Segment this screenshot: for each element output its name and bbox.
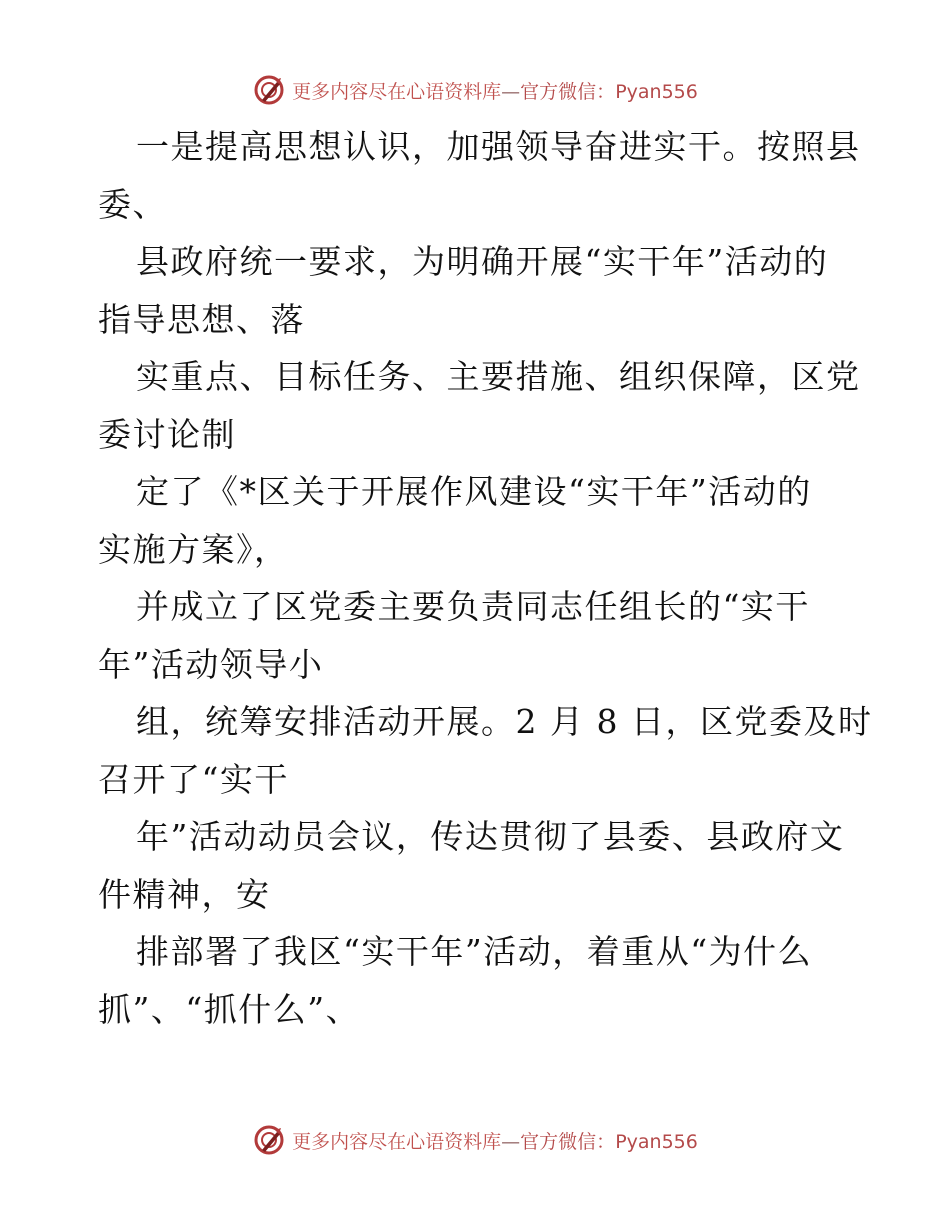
paragraph-line: 排部署了我区“实干年”活动，着重从“为什么 <box>136 932 813 971</box>
header-banner <box>0 70 950 110</box>
footer-contact-label: 官方微信： <box>520 1130 616 1153</box>
paragraph-line: 抓”、“抓什么”、 <box>98 989 361 1029</box>
paragraph-line: 一是提高思想认识，加强领导奋进实干。按照县 <box>136 127 861 166</box>
header-brand: 更多内容尽在心语资料库 <box>292 80 502 103</box>
paragraph-line: 实施方案》， <box>98 529 289 569</box>
paragraph-line: 实重点、目标任务、主要措施、组织保障，区党 <box>136 357 861 396</box>
paragraph-line: 件精神，安 <box>98 874 271 914</box>
footer-separator: — <box>501 1130 521 1153</box>
document-body <box>98 118 873 1038</box>
paragraph-line: 并成立了区党委主要负责同志任组长的“实干 <box>136 587 810 626</box>
footer-banner <box>0 1120 950 1160</box>
paragraph-line: 委、 <box>98 184 167 224</box>
paragraph-line: 县政府统一要求，为明确开展“实干年”活动的 <box>136 242 829 281</box>
seal-logo-icon <box>252 1123 286 1157</box>
header-text <box>292 77 698 104</box>
seal-logo-icon <box>252 73 286 107</box>
paragraph-line: 召开了“实干 <box>98 759 289 799</box>
header-contact-label: 官方微信： <box>520 80 616 103</box>
paragraph-line: 指导思想、落 <box>98 299 305 339</box>
footer-text <box>292 1127 698 1154</box>
paragraph-line: 组，统筹安排活动开展。2 月 8 日，区党委及时 <box>136 702 873 741</box>
header-separator: — <box>501 80 521 103</box>
paragraph-line: 年”活动动员会议，传达贯彻了县委、县政府文 <box>136 817 845 856</box>
paragraph-line: 定了《*区关于开展作风建设“实干年”活动的 <box>136 472 812 511</box>
paragraph-line: 委讨论制 <box>98 414 236 454</box>
footer-brand: 更多内容尽在心语资料库 <box>292 1130 502 1153</box>
header-contact-id: Pyan556 <box>615 80 698 103</box>
footer-contact-id: Pyan556 <box>615 1130 698 1153</box>
paragraph-line: 年”活动领导小 <box>98 644 324 684</box>
